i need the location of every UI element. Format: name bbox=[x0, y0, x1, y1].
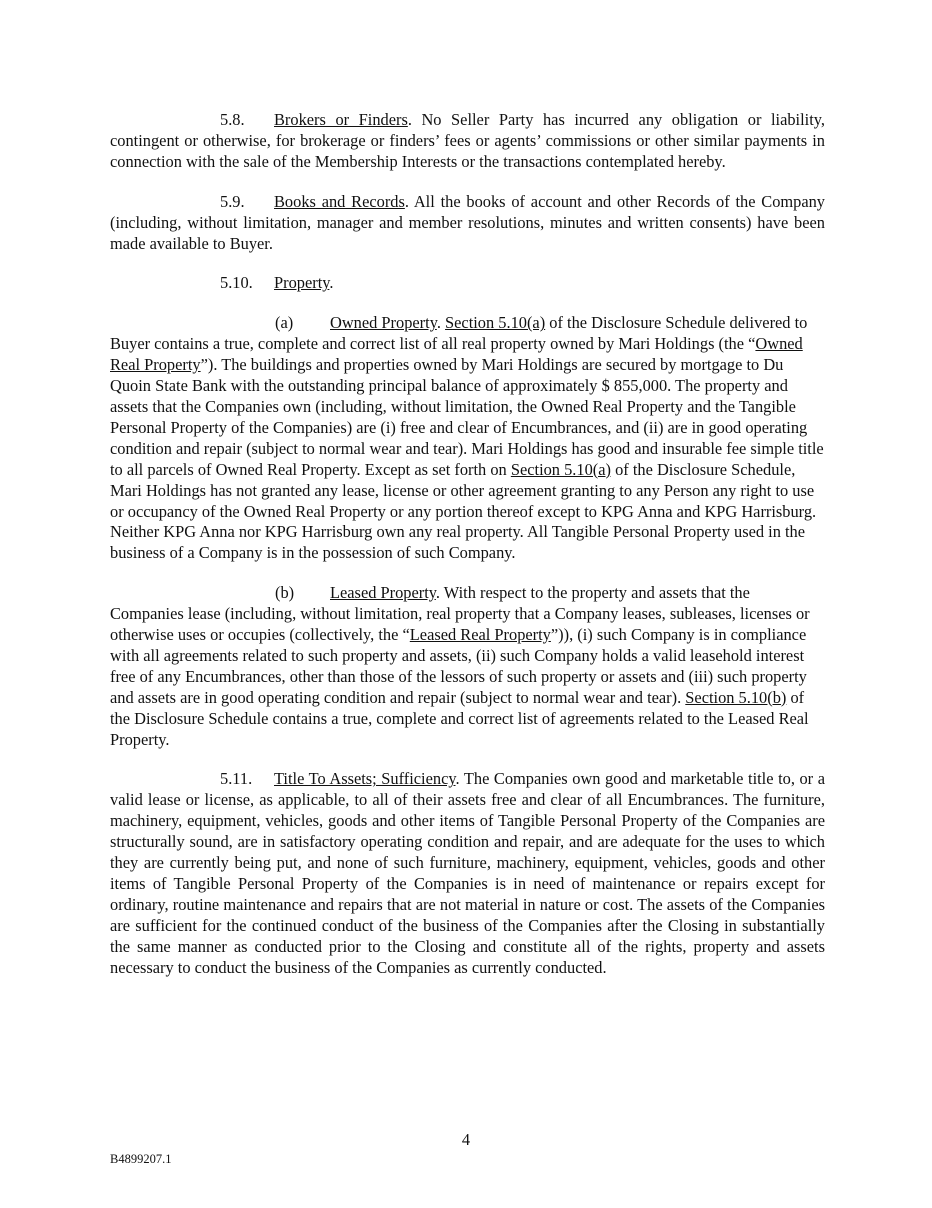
section-number: 5.8. bbox=[220, 110, 245, 129]
section-5-10 bbox=[110, 273, 825, 294]
section-5-10-b bbox=[110, 583, 825, 750]
section-heading: Property bbox=[274, 273, 330, 293]
subsection-text: . With respect to the property and assets that the Companies lease (including, without limitation, real property that a Company leases, subleases, licenses or otherwise uses or occupies (collectively, the “ bbox=[110, 583, 810, 645]
section-text: . No Seller Party has incurred any obligation or liability, contingent or otherwise, for brokerage or finders’ fees or agents’ commissions or other similar payments in connection with the sale of the Membership Interests or the transactions contemplated hereby. bbox=[110, 110, 825, 171]
section-reference: Section 5.10(a) bbox=[445, 313, 546, 333]
page-number: 4 bbox=[461, 1130, 471, 1149]
subsection-heading: Owned Property bbox=[330, 313, 437, 333]
subsection-text: ”)), (i) such Company is in compliance with all agreements related to such property and assets, (ii) such Company holds a valid leasehold interest free of any Encumbrances, other than those of the lessors of such property or assets and (iii) such property and assets are in good operating condition and repair (subject to normal wear and tear). bbox=[110, 625, 807, 707]
document-body bbox=[110, 110, 825, 998]
section-text: . All the books of account and other Records of the Company (including, without limitation, manager and member resolutions, minutes and written consents) have been made available to Buyer. bbox=[110, 191, 825, 253]
section-text: . bbox=[329, 273, 334, 293]
subsection-text: ”). The buildings and properties owned by Mari Holdings are secured by mortgage to Du Quoin State Bank with the outstanding principal balance of approximately $ 855,000. The property and assets that the Companies own (including, without limitation, the Owned Real Property and the Tangible Personal Property of the Companies) are (i) free and clear of Encumbrances, and (ii) are in good operating condition and repair (subject to normal wear and tear). Mari Holdings has good and insurable fee simple title to all parcels of Owned Real Property. Except as set forth on bbox=[110, 355, 824, 479]
section-heading: Brokers or Finders bbox=[274, 110, 408, 129]
section-5-9 bbox=[110, 192, 825, 255]
subsection-text: . bbox=[436, 313, 446, 333]
subsection-text: of the Disclosure Schedule delivered to Buyer contains a true, complete and correct list of all real property owned by Mari Holdings (the “ bbox=[110, 313, 808, 354]
defined-term: Owned Real Property bbox=[110, 334, 803, 375]
section-heading: Books and Records bbox=[274, 191, 405, 211]
section-heading: Title To Assets; Sufficiency bbox=[274, 769, 456, 789]
section-number: 5.9. bbox=[220, 191, 245, 211]
defined-term: Leased Real Property bbox=[409, 625, 551, 645]
section-number: 5.10. bbox=[220, 273, 253, 293]
subsection-text: of the Disclosure Schedule, Mari Holdings has not granted any lease, license or other agreement granting to any Person any right to use or occupancy of the Owned Real Property or any portion thereof except to KPG Anna and KPG Harrisburg. Neither KPG Anna nor KPG Harrisburg own any real property. All Tangible Personal Property used in the business of a Company is in the possession of such Company. bbox=[110, 459, 817, 563]
section-5-10-a bbox=[110, 313, 825, 564]
subsection-number: (a) bbox=[275, 313, 294, 333]
section-reference: Section 5.10(b) bbox=[685, 687, 787, 707]
subsection-number: (b) bbox=[275, 583, 295, 603]
subsection-heading: Leased Property bbox=[330, 583, 436, 603]
section-5-8 bbox=[110, 110, 825, 173]
subsection-text: of the Disclosure Schedule contains a true, complete and correct list of agreements related to the Leased Real Property. bbox=[110, 687, 809, 749]
section-text: . The Companies own good and marketable title to, or a valid lease or license, as applicable, to all of their assets free and clear of all Encumbrances. The furniture, machinery, equipment, vehicles, goods and other items of Tangible Personal Property of the Companies are structurally sound, are in satisfactory operating condition and repair, and are adequate for the uses to which they are currently being put, and none of such furniture, machinery, equipment, vehicles, goods and other items of Tangible Personal Property of the Companies is in need of maintenance or repairs except for ordinary, routine maintenance and repairs that are not material in nature or cost. The assets of the Companies are sufficient for the continued conduct of the business of the Companies after the Closing in substantially the same manner as conducted prior to the Closing and constitute all of the rights, property and assets necessary to conduct the business of the Companies as currently conducted. bbox=[110, 769, 825, 977]
section-reference: Section 5.10(a) bbox=[510, 459, 611, 479]
section-number: 5.11. bbox=[220, 769, 253, 789]
section-5-11 bbox=[110, 769, 825, 978]
document-id: B4899207.1 bbox=[110, 1152, 172, 1166]
